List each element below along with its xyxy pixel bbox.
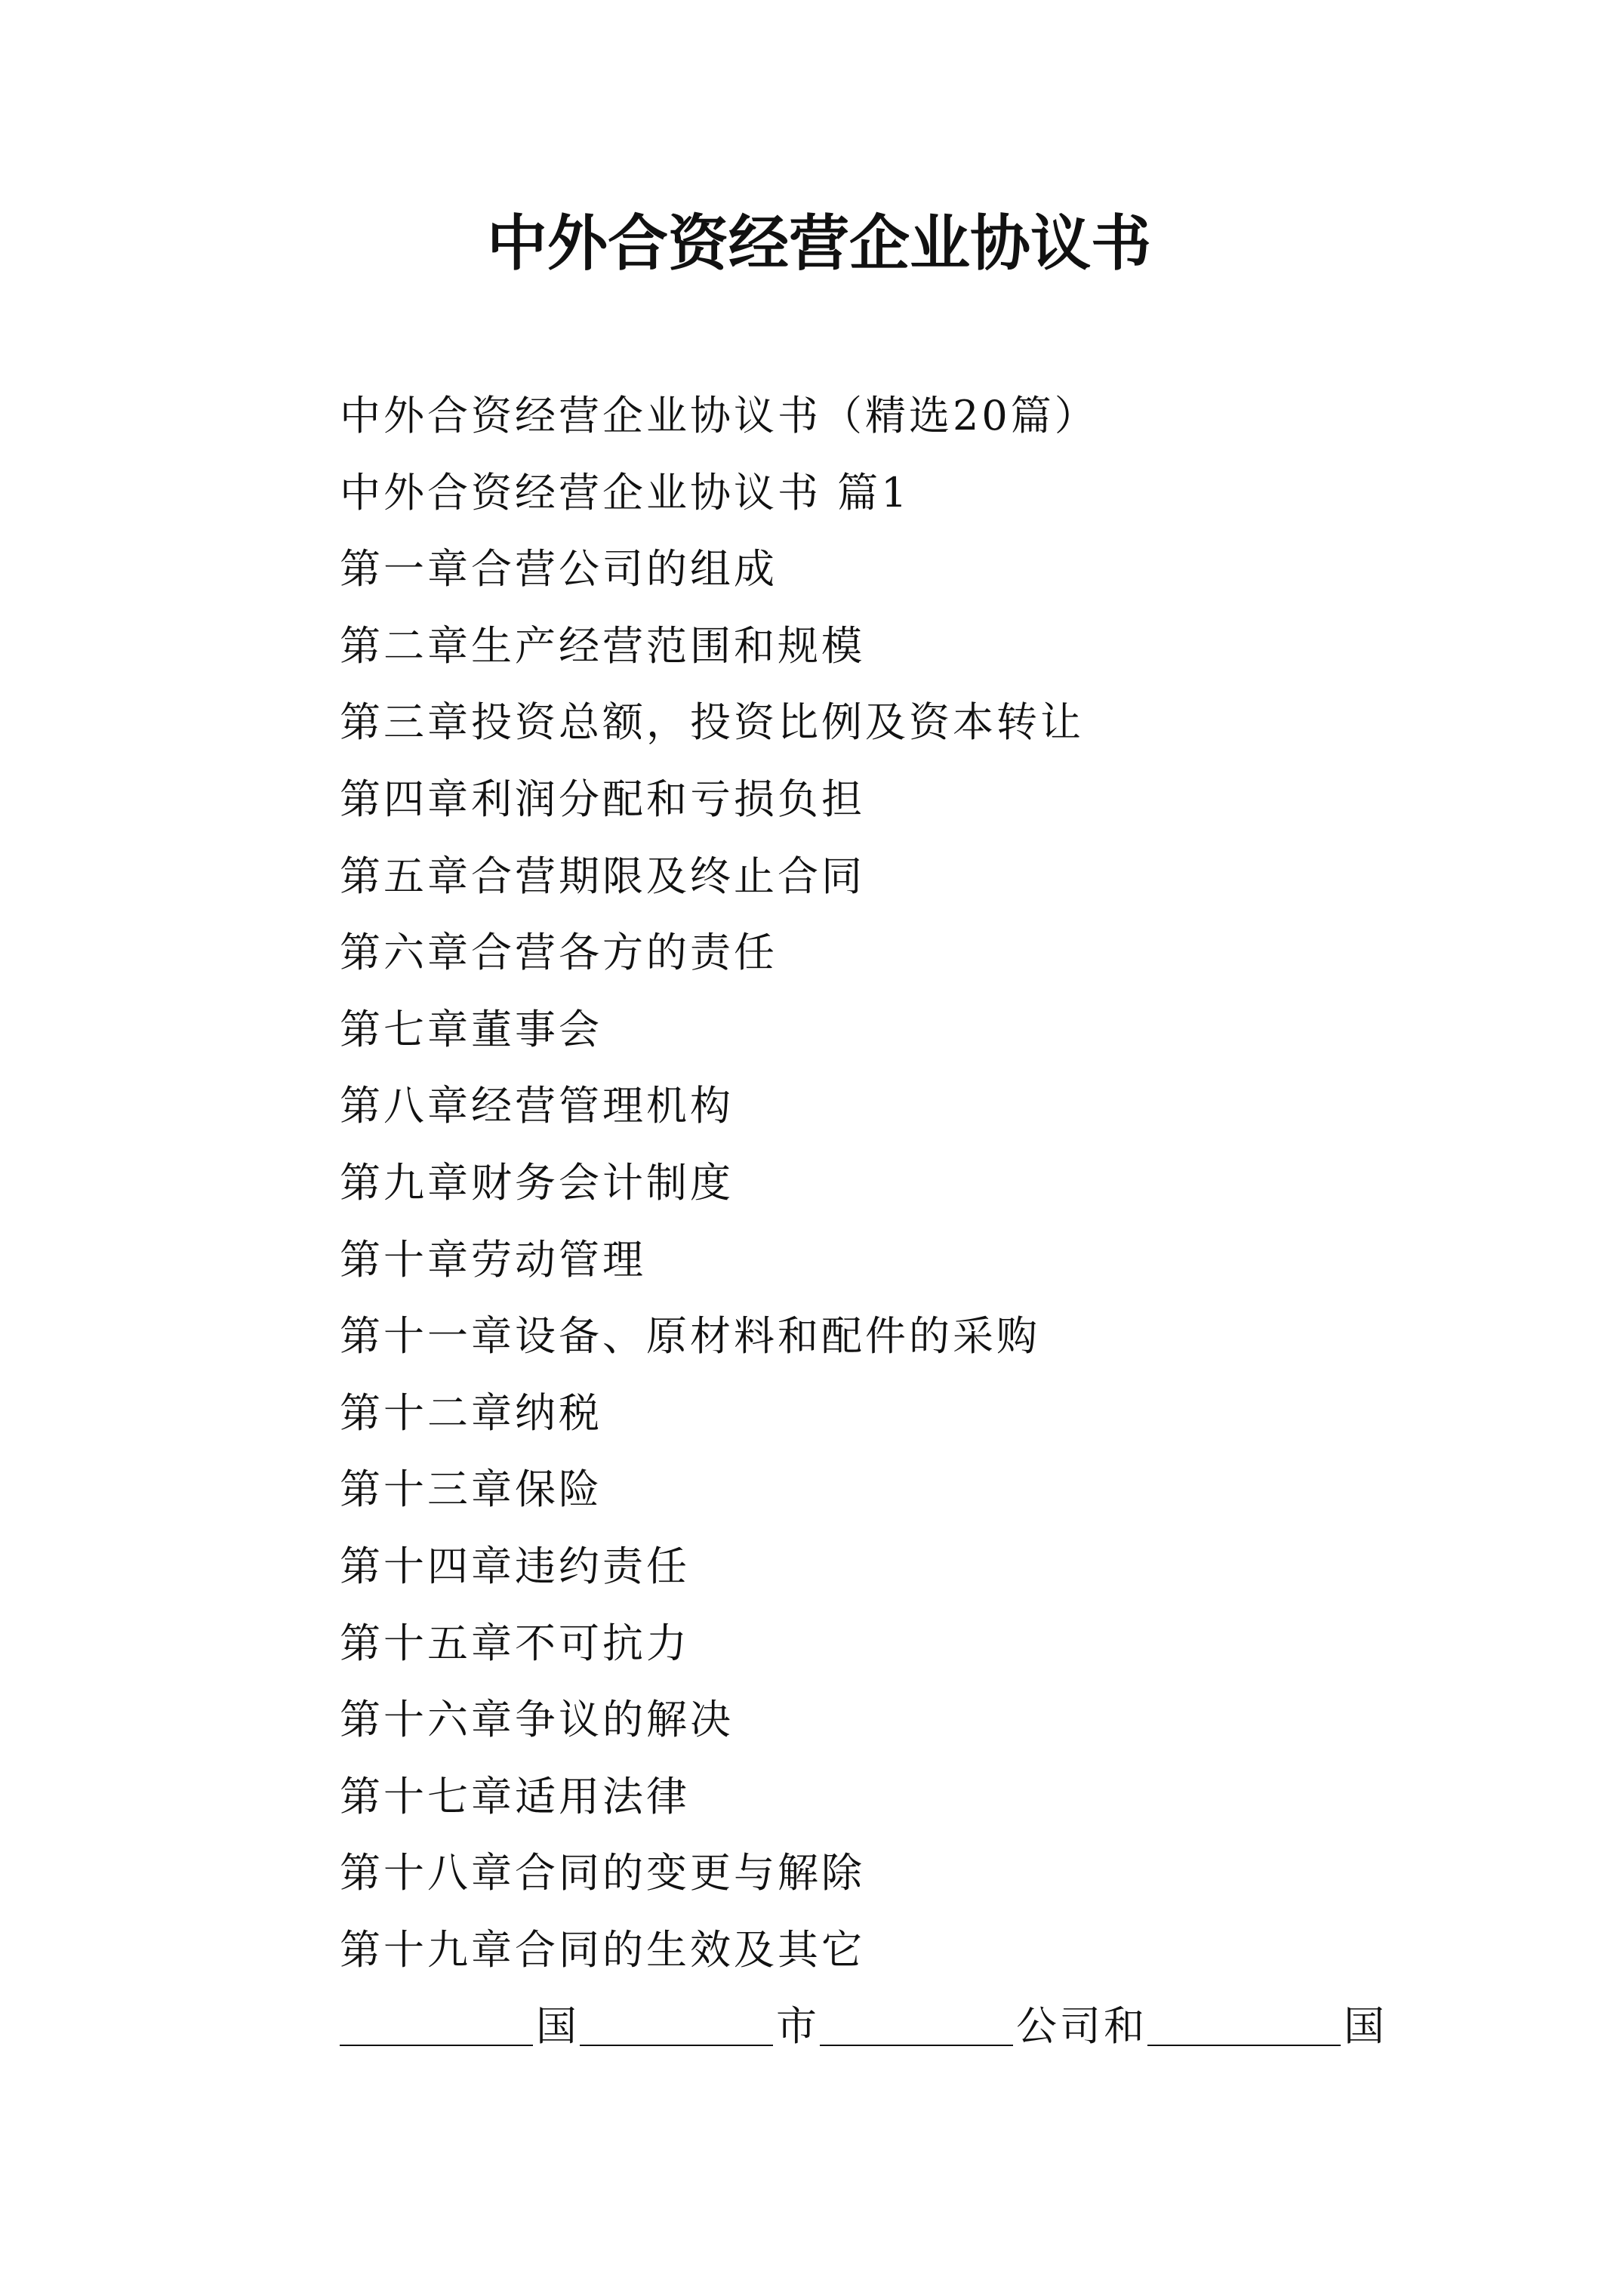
chapter-item: 第十七章适用法律 [340, 1772, 690, 1820]
party-fill-line [340, 1988, 1585, 2065]
fill-word: 国 [1344, 2002, 1387, 2051]
chapter-item: 第十五章不可抗力 [340, 1619, 690, 1667]
chapter-item: 第四章利润分配和亏损负担 [340, 775, 865, 823]
chapter-item: 第十六章争议的解决 [340, 1696, 734, 1744]
chapter-item: 第十章劳动管理 [340, 1235, 646, 1284]
chapter-item: 第五章合营期限及终止合同 [340, 852, 865, 900]
chapter-item: 第十二章纳税 [340, 1388, 602, 1437]
chapter-item: 第十一章设备、原材料和配件的采购 [340, 1312, 1040, 1361]
chapter-item: 第八章经营管理机构 [340, 1082, 734, 1130]
chapter-item: 第二章生产经营范围和规模 [340, 621, 865, 670]
fill-word: 国 [536, 2002, 580, 2051]
fill-word: 市 [776, 2002, 820, 2051]
collection-heading: 中外合资经营企业协议书（精选20篇） [340, 392, 1098, 439]
blank-underline [820, 2005, 1013, 2046]
chapter-item: 第十八章合同的变更与解除 [340, 1849, 865, 1897]
document-title: 中外合资经营企业协议书 [487, 208, 1151, 279]
chapter-item: 第十四章违约责任 [340, 1542, 690, 1590]
blank-underline [580, 2005, 773, 2046]
fill-word: 公司和 [1016, 2002, 1147, 2051]
document-body [340, 378, 1585, 2065]
chapter-item: 第十九章合同的生效及其它 [340, 1925, 865, 1974]
blank-underline [340, 2005, 533, 2046]
chapter-item: 第九章财务会计制度 [340, 1158, 734, 1207]
chapter-item: 第三章投资总额，投资比例及资本转让 [340, 698, 1084, 747]
chapter-item: 第七章董事会 [340, 1005, 602, 1053]
chapter-item: 第六章合营各方的责任 [340, 929, 778, 977]
section-heading: 中外合资经营企业协议书 篇1 [340, 468, 910, 516]
chapter-item: 第十三章保险 [340, 1465, 602, 1514]
chapter-item: 第一章合营公司的组成 [340, 545, 778, 593]
blank-underline [1147, 2005, 1341, 2046]
